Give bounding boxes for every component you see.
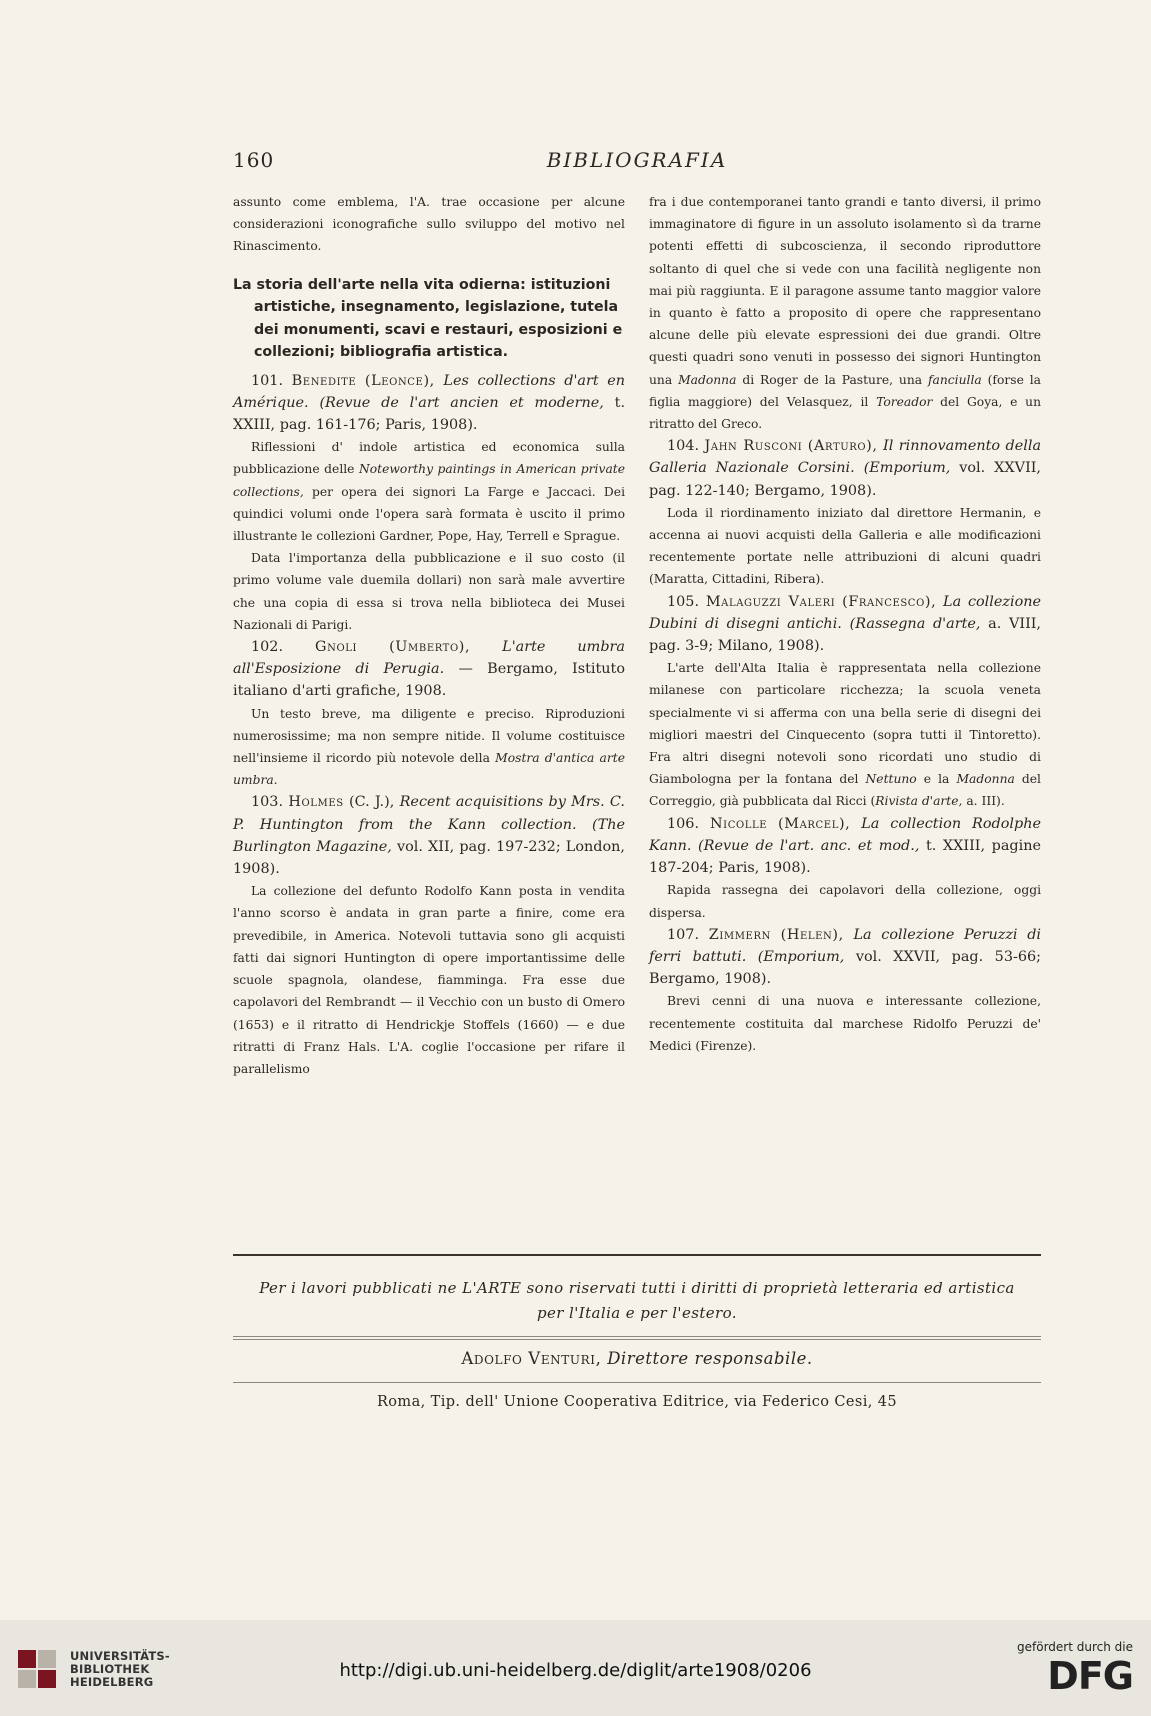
entry-details: vol. XXVII, pag. 122-140; Bergamo, 1908). [649, 460, 1042, 499]
library-name-line: UNIVERSITÄTS- [70, 1649, 170, 1663]
entry-details: t. XXIII, pag. 161-176; Paris, 1908). [233, 394, 626, 434]
review-text: del Correggio, già pubblicata dal Ricci ( [649, 772, 1041, 809]
entry-title: La collezione Dubini di disegni antichi. [649, 593, 1042, 632]
review-italic: Rivista d'arte, [875, 794, 963, 809]
entry-author-first: (Francesco), [842, 593, 937, 610]
library-name-line: HEIDELBERG [70, 1675, 154, 1689]
permalink-url[interactable]: http://digi.ub.uni-heidelberg.de/diglit/arte1908/0206 [339, 1660, 812, 1681]
entry-author-first: (Helen), [780, 926, 844, 943]
review-italic: Noteworthy paintings in American private collections, [233, 462, 625, 499]
entry-review: Loda il riordinamento iniziato dal direttore Hermanin, e accenna ai nuovi acquisti della Galleria e alle modificazioni recentemente portate nelle attribuzioni di alcuni quadri (Maratta, Cittadini, Ribera). [649, 505, 1041, 587]
entry-review: Brevi cenni di una nuova e interessante collezione, recentemente costituita dal marchese Ridolfo Peruzzi de' Medici (Firenze). [649, 994, 1041, 1053]
entry-title: La collection Rodolphe Kann. [649, 815, 1041, 854]
imprint: Roma, Tip. dell' Unione Cooperativa Editrice, via Federico Cesi, 45 [376, 1394, 898, 1410]
footer-rule-middle [233, 1336, 1041, 1337]
footer-rule-middle-double [233, 1339, 1041, 1340]
entry-review [233, 703, 625, 792]
section-heading-line: dei monumenti, scavi e restauri, esposizioni e [254, 321, 623, 338]
entry-author-first: (Leonce), [364, 372, 435, 389]
bibliography-entry-103 [233, 791, 625, 880]
entry-details: vol. XII, pag. 197-232; London, 1908). [233, 838, 625, 878]
copyright-notice [233, 1276, 1041, 1326]
library-name-line: BIBLIOTHEK [70, 1662, 150, 1676]
bibliography-entry-106 [649, 813, 1041, 880]
entry-author: Malaguzzi Valeri [705, 593, 836, 610]
entry-journal: (The Burlington Magazine, [233, 816, 625, 855]
entry-title: Il rinnovamento della Galleria Nazionale Corsini. [649, 438, 1042, 477]
bibliography-entry-105 [649, 591, 1041, 658]
entry-number: 106. [667, 815, 700, 832]
editor-name: Adolfo Venturi, [461, 1349, 602, 1368]
review-italic: Nettuno [865, 772, 917, 787]
review-text: del Goya, e un ritratto del Greco. [649, 394, 1042, 432]
entry-number: 104. [667, 438, 700, 455]
entry-author-first: (Arturo), [807, 438, 878, 455]
entry-author: Gnoli [315, 639, 358, 656]
copyright-notice-line: per l'Italia e per l'estero. [537, 1304, 737, 1322]
entry-review: Rapida rassegna dei capolavori della collezione, oggi dispersa. [649, 883, 1041, 920]
digitization-bar [0, 1634, 1151, 1716]
review-italic: Toreador [876, 394, 933, 409]
footer-rule-top [233, 1254, 1041, 1256]
funding-logo[interactable] [1003, 1640, 1133, 1698]
entry-author: Holmes [288, 794, 344, 811]
entry-number: 102. [251, 639, 284, 656]
copyright-notice-line: Per i lavori pubblicati ne L'ARTE sono riservati tutti i diritti di proprietà letteraria ed artistica [259, 1279, 1015, 1297]
entry-author: Jahn Rusconi [704, 438, 803, 455]
entry-details: a. VIII, pag. 3-9; Milano, 1908). [649, 615, 1042, 655]
funding-caption: gefördert durch die [1017, 1640, 1133, 1654]
bibliography-entry-104 [649, 435, 1041, 502]
entry-journal: (Emporium, [757, 948, 845, 965]
section-heading-line: collezioni; bibliografia artistica. [254, 344, 509, 361]
entry-journal: (Emporium, [863, 460, 951, 477]
entry-author-first: (Marcel), [778, 815, 851, 832]
entry-details: vol. XXVII, pag. 53-66; Bergamo, 1908). [649, 948, 1041, 988]
bibliography-entry-102 [233, 636, 625, 703]
entry-journal: (Revue de l'art. anc. et mod., [698, 837, 920, 854]
review-text: Un testo breve, ma diligente e preciso. Riproduzioni numerosissime; ma non sempre nitide. Il volume costituisce nell'insieme il ricordo più notevole della [233, 706, 625, 766]
left-column [233, 191, 625, 1080]
entry-author-first: (C. J.), [348, 794, 395, 811]
section-heading-line: artistiche, insegnamento, legislazione, tutela [254, 299, 619, 316]
review-text: (forse la figlia maggiore) del Velasquez, il [649, 372, 1041, 409]
running-title: BIBLIOGRAFIA [546, 148, 728, 172]
footer-rule-bottom [233, 1382, 1041, 1383]
entry-details: — Bergamo, Istituto italiano d'arti grafiche, 1908. [233, 661, 625, 700]
entry-title: Recent acquisitions by Mrs. C. P. Huntington from the Kann collection. [233, 794, 625, 833]
review-text: di Roger de la Pasture, una [742, 372, 923, 387]
page-header [233, 148, 1041, 178]
review-italic: Mostra d'antica arte umbra. [233, 751, 625, 788]
review-text: Riflessioni d' indole artistica ed economica sulla pubblicazione delle [233, 440, 625, 477]
bibliography-entry-101 [233, 370, 625, 437]
entry-title: La collezione Peruzzi di ferri battuti. [649, 926, 1042, 965]
entry-title: Les collections d'art en Amérique. [233, 372, 625, 411]
review-text: a. III). [966, 794, 1005, 809]
right-column [649, 191, 1041, 1057]
entry-review [233, 436, 625, 547]
editor-role: Direttore responsabile. [607, 1349, 813, 1368]
bibliography-entry-107 [649, 924, 1041, 991]
review-text: e la [923, 772, 950, 787]
review-text: L'arte dell'Alta Italia è rappresentata nella collezione milanese con particolare ricchezza; la scuola veneta specialmente vi si afferma con una bella serie di disegni dei migliori maestri del Cinquecento (sopra tutti il Tintoretto). Fra altri disegni notevoli sono ricordati uno studio di Giambologna per la fontana del [649, 661, 1041, 787]
entry-number: 107. [667, 926, 700, 943]
intro-paragraph: assunto come emblema, l'A. trae occasione per alcune considerazioni iconografiche sullo sviluppo del motivo nel Rinascimento. [233, 195, 625, 254]
entry-author: Zimmern [708, 926, 771, 943]
section-heading [233, 274, 625, 364]
editor-line [233, 1349, 1041, 1368]
continuation-paragraph [649, 191, 1041, 435]
entry-details: t. XXIII, pagine 187-204; Paris, 1908). [649, 837, 1042, 877]
review-italic: Madonna [956, 772, 1015, 787]
review-italic: Madonna [678, 372, 737, 387]
dfg-logo: DFG [1047, 1654, 1133, 1698]
section-heading-line: La storia dell'arte nella vita odierna: istituzioni [233, 276, 611, 293]
review-text: per opera dei signori La Farge e Jaccaci. Dei quindici volumi onde l'opera sarà formata è uscito il primo illustrante le collezioni Gardner, Pope, Hay, Terrell e Sprague. [233, 484, 625, 544]
entry-title: L'arte umbra all'Esposizione di Perugia. [233, 639, 625, 678]
entry-journal: (Revue de l'art ancien et moderne, [319, 394, 604, 411]
review-italic: fanciulla [927, 372, 982, 387]
entry-review [649, 657, 1041, 812]
entry-number: 101. [251, 372, 284, 389]
review-text: fra i due contemporanei tanto grandi e tanto diversi, il primo immaginatore di figure in un assoluto isolamento sì da trarne potenti effetti di subcoscienza, il secondo riproduttore soltanto di quel che si vede con una facilità negligente non mai più raggiunta. E il paragone assume tanto maggior valore in quanto è fatto a proposito di opere che rappresentano alcune delle più elevate espressioni dei due grandi. Oltre questi quadri sono venuti in possesso dei signori Huntington una [649, 195, 1041, 387]
entry-author: Benedite [291, 372, 357, 389]
page-number: 160 [233, 148, 275, 172]
entry-review: Data l'importanza della pubblicazione e il suo costo (il primo volume vale duemila dollari) non sarà male avvertire che una copia di essa si trova nella biblioteca dei Musei Nazionali di Parigi. [233, 551, 625, 632]
entry-review: La collezione del defunto Rodolfo Kann posta in vendita l'anno scorso è andata in gran parte a finire, come era prevedibile, in America. Notevoli tuttavia sono gli acquisti fatti dai signori Huntington di opere importantissime delle scuole spagnola, olandese, fiamminga. Fra esse due capolavori del Rembrandt — il Vecchio con un busto di Omero (1653) e il ritratto di Hendrickje Stoffels (1660) — e due ritratti di Franz Hals. L'A. coglie l'occasione per rifare il parallelismo [233, 884, 625, 1076]
entry-number: 103. [251, 794, 284, 811]
entry-journal: (Rassegna d'arte, [849, 615, 981, 632]
entry-author-first: (Umberto), [389, 639, 471, 656]
entry-author: Nicolle [709, 815, 768, 832]
entry-number: 105. [667, 593, 700, 610]
